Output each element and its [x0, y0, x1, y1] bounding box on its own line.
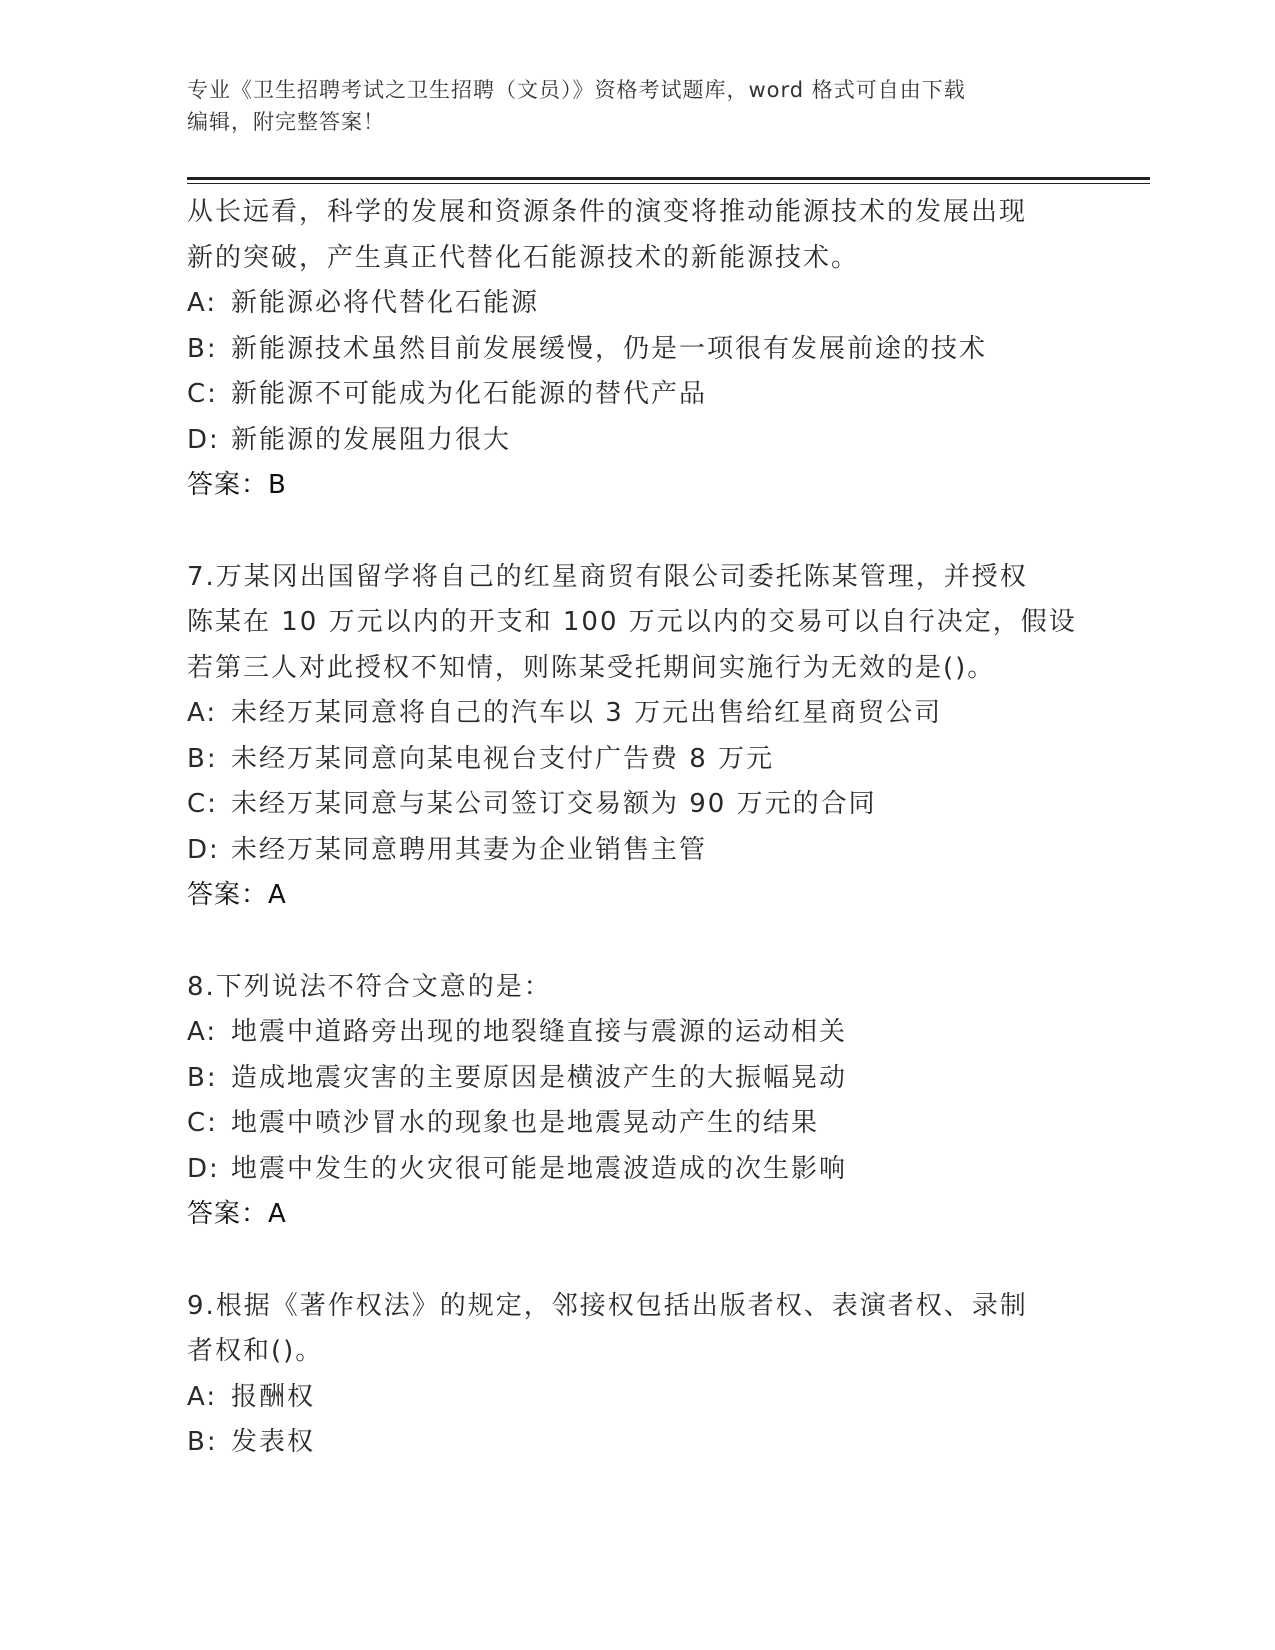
option-text: 新能源的发展阻力很大: [231, 424, 512, 455]
option-text: 未经万某同意将自己的汽车以 3 万元出售给红星商贸公司: [231, 698, 943, 728]
question-6: [187, 190, 1087, 509]
option-letter: C:: [187, 379, 218, 409]
header-rule-thin: [187, 183, 1150, 184]
option-text: 未经万某同意聘用其妻为企业销售主管: [231, 834, 708, 865]
option-letter: B:: [187, 1427, 218, 1457]
spacer: [187, 919, 1087, 965]
question-stem-line: 陈某在 10 万元以内的开支和 100 万元以内的交易可以自行决定，假设: [187, 607, 1077, 637]
option-text: 造成地震灾害的主要原因是横波产生的大振幅晃动: [231, 1062, 848, 1093]
question-8: [187, 965, 1087, 1238]
option-a: [187, 691, 1087, 737]
option-text: 未经万某同意与某公司签订交易额为 90 万元的合同: [231, 789, 877, 819]
spacer: [187, 1238, 1087, 1284]
option-letter: B:: [187, 1062, 218, 1093]
option-text: 地震中道路旁出现的地裂缝直接与震源的运动相关: [231, 1017, 848, 1047]
option-text: 新能源不可能成为化石能源的替代产品: [231, 379, 708, 409]
option-b: [187, 327, 1087, 373]
option-letter: D:: [187, 1153, 220, 1184]
document-header: [187, 74, 1087, 138]
option-letter: C:: [187, 1108, 218, 1138]
option-d: [187, 828, 1087, 874]
header-line-1: 专业《卫生招聘考试之卫生招聘（文员）》资格考试题库，word 格式可自由下载: [187, 78, 966, 102]
answer-line: 答案：B: [187, 470, 287, 500]
option-text: 地震中发生的火灾很可能是地震波造成的次生影响: [231, 1153, 848, 1184]
option-letter: A:: [187, 288, 218, 318]
option-c: [187, 782, 1087, 828]
option-letter: D:: [187, 834, 220, 865]
option-letter: B:: [187, 333, 218, 364]
question-7: [187, 555, 1087, 919]
question-9: [187, 1284, 1087, 1466]
option-text: 发表权: [231, 1427, 316, 1457]
header-line-2: 编辑，附完整答案！: [187, 110, 385, 134]
option-letter: A:: [187, 698, 218, 728]
question-stem-line: 者权和()。: [187, 1336, 324, 1366]
question-stem-line: 从长远看，科学的发展和资源条件的演变将推动能源技术的发展出现: [187, 197, 1028, 227]
option-a: [187, 1010, 1087, 1056]
question-stem-line: 9.根据《著作权法》的规定，邻接权包括出版者权、表演者权、录制: [187, 1290, 1028, 1321]
question-stem-line: 8.下列说法不符合文意的是：: [187, 971, 552, 1002]
option-b: [187, 1056, 1087, 1102]
header-rule-thick: [187, 177, 1150, 180]
option-d: [187, 418, 1087, 464]
option-c: [187, 372, 1087, 418]
option-a: [187, 1375, 1087, 1421]
option-text: 地震中喷沙冒水的现象也是地震晃动产生的结果: [231, 1108, 820, 1138]
option-letter: A:: [187, 1017, 218, 1047]
option-b: [187, 1420, 1087, 1466]
option-text: 新能源技术虽然目前发展缓慢，仍是一项很有发展前途的技术: [231, 333, 988, 364]
question-stem-line: 新的突破，产生真正代替化石能源技术的新能源技术。: [187, 242, 860, 273]
option-a: [187, 281, 1087, 327]
spacer: [187, 509, 1087, 555]
question-list: [187, 190, 1087, 1466]
option-c: [187, 1101, 1087, 1147]
question-stem-line: 7.万某冈出国留学将自己的红星商贸有限公司委托陈某管理，并授权: [187, 561, 1028, 592]
option-letter: A:: [187, 1381, 218, 1412]
option-b: [187, 737, 1087, 783]
option-text: 新能源必将代替化石能源: [231, 288, 540, 318]
answer-line: 答案：A: [187, 1199, 287, 1229]
option-text: 报酬权: [231, 1381, 316, 1412]
answer-line: 答案：A: [187, 880, 287, 910]
option-text: 未经万某同意向某电视台支付广告费 8 万元: [231, 743, 775, 774]
option-letter: D:: [187, 424, 220, 455]
option-letter: C:: [187, 789, 218, 819]
option-letter: B:: [187, 743, 218, 774]
option-d: [187, 1147, 1087, 1193]
question-stem-line: 若第三人对此授权不知情，则陈某受托期间实施行为无效的是()。: [187, 652, 996, 683]
